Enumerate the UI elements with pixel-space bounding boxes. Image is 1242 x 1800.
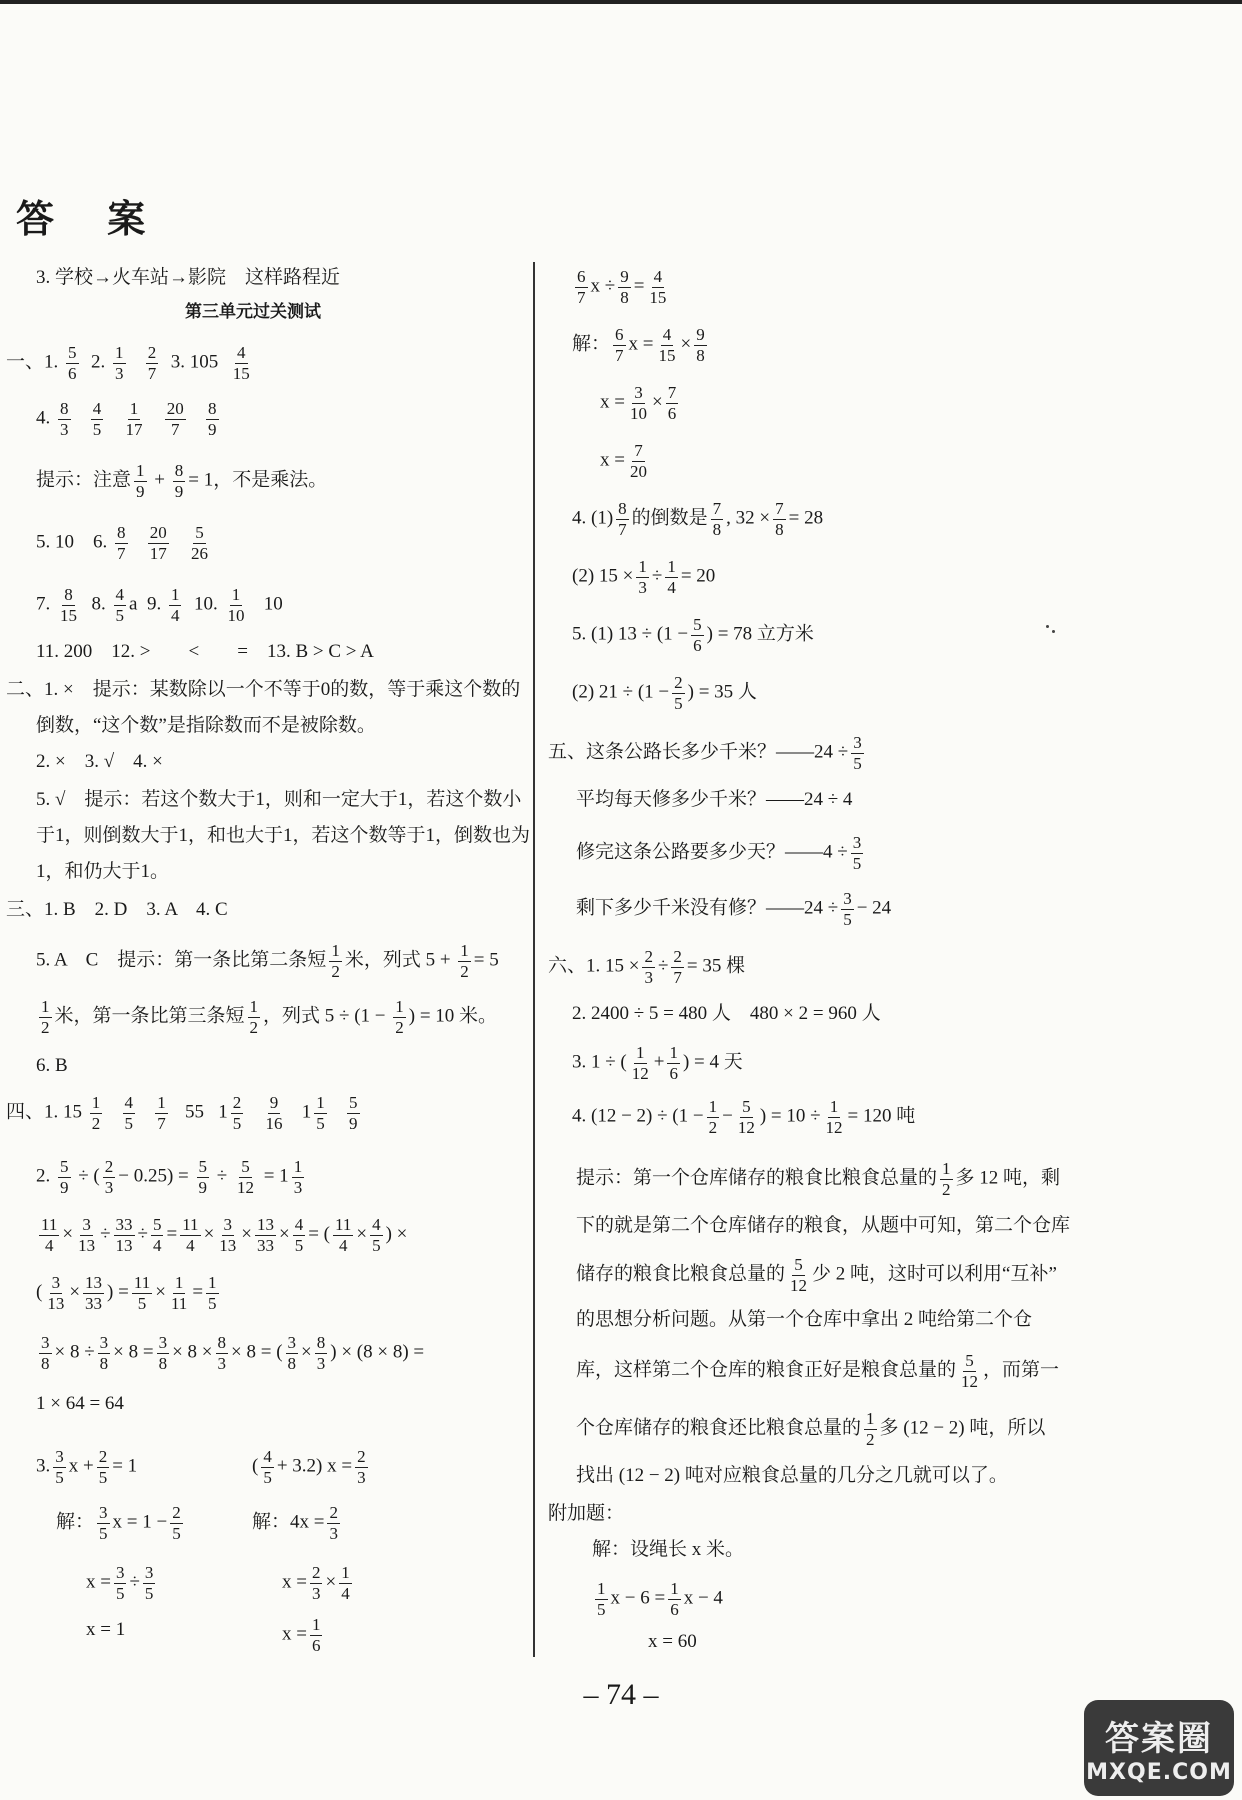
fraction: $\frac{3}{5}$ xyxy=(144,1563,154,1603)
fraction: $\frac{1}{5}$ xyxy=(208,1273,217,1313)
fraction: $\frac{1}{6}$ xyxy=(670,1579,679,1619)
fraction: $\frac{4}{5}$ xyxy=(263,1447,272,1487)
fraction: $\frac{3}{5}$ xyxy=(853,733,862,773)
part3-line4: 6. B xyxy=(36,1055,68,1076)
rc-p5-r2: 平均每天修多少千米？——24 ÷ 4 xyxy=(576,789,853,810)
fraction: $\frac{4}{5}$ xyxy=(115,585,124,625)
fraction: $\frac{1}{5}$ xyxy=(316,1093,325,1133)
rc-hint-l7: 找出 (12 − 2) 吨对应粮食总量的几分之几就可以了。 xyxy=(576,1465,1008,1486)
fraction: $\frac{4}{15}$ xyxy=(232,343,250,383)
part3-line1: 三、1. B 2. D 3. A 4. C xyxy=(6,899,228,920)
rc-p5-r4: 剩下多少千米没有修？——24 ÷ $\frac{3}{5}$ − 24 xyxy=(576,889,892,929)
fraction: $\frac{11}{4}$ xyxy=(182,1215,199,1255)
part1-row5: 7. $\frac{8}{15}$ 8. $\frac{4}{5}$ a 9. $\frac{1}{4}$ 10. $\frac{1}{10}$ 10 xyxy=(36,585,283,625)
page-number: – 74 – xyxy=(583,1678,659,1711)
fraction: $\frac{20}{7}$ xyxy=(166,399,184,439)
fraction: $\frac{1}{3}$ xyxy=(293,1157,303,1197)
fraction: $\frac{1}{4}$ xyxy=(170,585,180,625)
part4-row6: 1 × 64 = 64 xyxy=(36,1393,124,1414)
route-answer: 3. 学校→火车站→影院 这样路程近 xyxy=(36,267,341,288)
fraction: $\frac{5}{9}$ xyxy=(198,1157,208,1197)
eqB-line1: ( $\frac{4}{5}$ + 3.2) x = $\frac{2}{3}$ xyxy=(252,1447,366,1487)
scan-speck xyxy=(1046,625,1049,628)
fraction: $\frac{1}{2}$ xyxy=(708,1097,718,1137)
fraction: $\frac{9}{16}$ xyxy=(265,1093,283,1133)
rc-p6-r2: 2. 2400 ÷ 5 = 480 人 480 × 2 = 960 人 xyxy=(572,1003,881,1024)
part1-hint: 提示：注意 $\frac{1}{9}$ + $\frac{8}{9}$ = 1，不是乘法。 xyxy=(36,461,328,501)
rc-hint-l1: 提示：第一个仓库储存的粮食比粮食总量的 $\frac{1}{2}$ 多 12 吨，剩 xyxy=(576,1159,1061,1199)
rc-q4a: 4. (1) $\frac{8}{7}$ 的倒数是 $\frac{7}{8}$ , 32 × $\frac{7}{8}$ = 28 xyxy=(572,499,824,539)
fraction: $\frac{5}{26}$ xyxy=(191,523,209,563)
fraction: $\frac{5}{4}$ xyxy=(152,1215,162,1255)
rc-hint-l2: 下的就是第二个仓库储存的粮食，从题中可知，第二个仓库 xyxy=(576,1215,1071,1236)
fraction: $\frac{33}{13}$ xyxy=(115,1215,133,1255)
fraction: $\frac{5}{6}$ xyxy=(693,615,702,655)
fraction: $\frac{8}{7}$ xyxy=(618,499,627,539)
rc-p6-r1: 六、1. 15 × $\frac{2}{3}$ ÷ $\frac{2}{7}$ = 35 棵 xyxy=(548,947,746,987)
fraction: $\frac{7}{6}$ xyxy=(667,383,677,423)
fraction: $\frac{3}{13}$ xyxy=(47,1273,65,1313)
fraction: $\frac{1}{12}$ xyxy=(825,1097,843,1137)
rc-hint-l4: 的思想分析问题。从第一个仓库中拿出 2 吨给第二个仓 xyxy=(576,1309,1033,1330)
rc-p5-r1: 五、这条公路长多少千米？——24 ÷ $\frac{3}{5}$ xyxy=(548,733,862,773)
fraction: $\frac{1}{4}$ xyxy=(341,1563,350,1603)
fraction: $\frac{11}{5}$ xyxy=(133,1273,151,1313)
rc-step2: x = $\frac{3}{10}$ × $\frac{7}{6}$ xyxy=(600,383,677,423)
fraction: $\frac{2}{7}$ xyxy=(673,947,682,987)
part4-row1: 四、1. 15 $\frac{1}{2}$ $\frac{4}{5}$ $\frac{1}{7}$ 55 1 $\frac{2}{5}$ $\frac{9}{16}$ 1 $\frac{1}{5}$ $\frac{5}{9}$ xyxy=(6,1093,358,1133)
fraction: $\frac{1}{3}$ xyxy=(115,343,124,383)
part2-line4: 5. √ 提示：若这个数大于1，则和一定大于1，若这个数小 xyxy=(36,789,522,810)
eqB-line2: 解：4x = $\frac{2}{3}$ xyxy=(252,1503,338,1543)
fraction: $\frac{3}{8}$ xyxy=(41,1333,50,1373)
fraction: $\frac{7}{8}$ xyxy=(712,499,722,539)
fraction: $\frac{1}{17}$ xyxy=(125,399,143,439)
eqA-line1: 3. $\frac{3}{5}$ x + $\frac{2}{5}$ = 1 xyxy=(36,1447,138,1487)
fraction: $\frac{1}{11}$ xyxy=(170,1273,188,1313)
fraction: $\frac{1}{2}$ xyxy=(91,1093,101,1133)
rc-extra-l1: 解：设绳长 x 米。 xyxy=(592,1539,745,1560)
fraction: $\frac{8}{9}$ xyxy=(174,461,184,501)
fraction: $\frac{1}{3}$ xyxy=(638,557,647,597)
rc-p5-r3: 修完这条公路要多少天？——4 ÷ $\frac{3}{5}$ xyxy=(576,833,862,873)
fraction: $\frac{1}{2}$ xyxy=(460,941,469,981)
fraction: $\frac{4}{15}$ xyxy=(658,325,676,365)
rc-hint-l6: 个仓库储存的粮食还比粮食总量的 $\frac{1}{2}$ 多 (12 − 2) 吨，所以 xyxy=(576,1409,1046,1449)
rc-hint-l5: 库，这样第二个仓库的粮食正好是粮食总量的 $\frac{5}{12}$ ，而第一 xyxy=(576,1351,1060,1391)
rc-q5b: (2) 21 ÷ (1 − $\frac{2}{5}$ ) = 35 人 xyxy=(572,673,757,713)
eqA-line3: x = $\frac{3}{5}$ ÷ $\frac{3}{5}$ xyxy=(86,1563,154,1603)
fraction: $\frac{8}{3}$ xyxy=(316,1333,326,1373)
fraction: $\frac{6}{7}$ xyxy=(577,267,586,307)
fraction: $\frac{1}{4}$ xyxy=(667,557,676,597)
part3-line3: $\frac{1}{2}$ 米，第一条比第三条短 $\frac{1}{2}$ ，列式 5 ÷ (1 − $\frac{1}{2}$ ) = 10 米。 xyxy=(41,997,498,1037)
part1-row2: 4. $\frac{8}{3}$ $\frac{4}{5}$ $\frac{1}{17}$ $\frac{20}{7}$ $\frac{8}{9}$ xyxy=(36,399,217,439)
fraction: $\frac{3}{8}$ xyxy=(158,1333,168,1373)
fraction: $\frac{6}{7}$ xyxy=(615,325,624,365)
fraction: $\frac{4}{15}$ xyxy=(649,267,667,307)
rc-p6-r4: 4. (12 − 2) ÷ (1 − $\frac{1}{2}$ − $\frac{5}{12}$ ) = 10 ÷ $\frac{1}{12}$ = 120 吨 xyxy=(572,1097,916,1137)
fraction: $\frac{5}{6}$ xyxy=(68,343,77,383)
fraction: $\frac{3}{5}$ xyxy=(99,1503,108,1543)
fraction: $\frac{7}{8}$ xyxy=(775,499,784,539)
fraction: $\frac{3}{5}$ xyxy=(115,1563,125,1603)
fraction: $\frac{2}{3}$ xyxy=(104,1157,114,1197)
section-heading: 第三单元过关测试 xyxy=(185,302,321,322)
fraction: $\frac{11}{4}$ xyxy=(335,1215,352,1255)
fraction: $\frac{1}{2}$ xyxy=(331,941,340,981)
fraction: $\frac{5}{9}$ xyxy=(60,1157,69,1197)
part4-row4: ( $\frac{3}{13}$ × $\frac{13}{33}$ ) = $\frac{11}{5}$ × $\frac{1}{11}$ = $\frac{1}{5}$ xyxy=(36,1273,217,1313)
part1-row1: 一、1. $\frac{5}{6}$ 2. $\frac{1}{3}$ $\frac{2}{7}$ 3. 105 $\frac{4}{15}$ xyxy=(6,343,250,383)
fraction: $\frac{1}{2}$ xyxy=(41,997,50,1037)
part1-row6: 11. 200 12. > < = 13. B > C > A xyxy=(36,641,374,662)
part2-line6: 1，和仍大于1。 xyxy=(36,861,170,882)
fraction: $\frac{1}{10}$ xyxy=(227,585,245,625)
rc-q5a: 5. (1) 13 ÷ (1 − $\frac{5}{6}$ ) = 78 立方米 xyxy=(572,615,814,655)
fraction: $\frac{2}{5}$ xyxy=(98,1447,108,1487)
fraction: $\frac{2}{5}$ xyxy=(172,1503,181,1543)
fraction: $\frac{2}{3}$ xyxy=(644,947,653,987)
fraction: $\frac{3}{5}$ xyxy=(843,889,852,929)
rc-step3: x = $\frac{7}{20}$ xyxy=(600,441,647,481)
part4-row2: 2. $\frac{5}{9}$ ÷ ( $\frac{2}{3}$ − 0.25) = $\frac{5}{9}$ ÷ $\frac{5}{12}$ = 1 $\frac{1}{3}$ xyxy=(36,1157,303,1197)
rc-hint-l3: 储存的粮食比粮食总量的 $\frac{5}{12}$ 少 2 吨，这时可以利用“互补” xyxy=(576,1255,1057,1295)
fraction: $\frac{4}{5}$ xyxy=(124,1093,134,1133)
rc-extra-title: 附加题： xyxy=(548,1503,625,1524)
fraction: $\frac{3}{13}$ xyxy=(78,1215,96,1255)
part2-line2: 倒数，“这个数”是指除数而不是被除数。 xyxy=(36,715,376,736)
fraction: $\frac{1}{9}$ xyxy=(136,461,145,501)
fraction: $\frac{3}{10}$ xyxy=(629,383,647,423)
fraction: $\frac{2}{7}$ xyxy=(147,343,157,383)
rc-extra-l3: x = 60 xyxy=(648,1631,697,1652)
fraction: $\frac{9}{8}$ xyxy=(620,267,629,307)
fraction: $\frac{1}{2}$ xyxy=(395,997,404,1037)
fraction: $\frac{7}{20}$ xyxy=(629,441,647,481)
fraction: $\frac{1}{5}$ xyxy=(597,1579,606,1619)
fraction: $\frac{8}{3}$ xyxy=(217,1333,227,1373)
fraction: $\frac{4}{5}$ xyxy=(92,399,102,439)
rc-p6-r3: 3. 1 ÷ ( $\frac{1}{12}$ + $\frac{1}{6}$ ) = 4 天 xyxy=(572,1043,743,1083)
fraction: $\frac{2}{3}$ xyxy=(311,1563,321,1603)
part2-line3: 2. × 3. √ 4. × xyxy=(36,751,163,772)
part4-row5: $\frac{3}{8}$ × 8 ÷ $\frac{3}{8}$ × 8 = $\frac{3}{8}$ × 8 × $\frac{8}{3}$ × 8 = ( $\frac{3}{8}$ × $\frac{8}{3}$ ) × (8 × 8) = xyxy=(41,1333,425,1373)
fraction: $\frac{3}{5}$ xyxy=(55,1447,64,1487)
fraction: $\frac{2}{3}$ xyxy=(357,1447,366,1487)
fraction: $\frac{3}{5}$ xyxy=(852,833,862,873)
eqB-line4: x = $\frac{1}{6}$ xyxy=(282,1615,321,1655)
rc-eq: $\frac{6}{7}$ x ÷ $\frac{9}{8}$ = $\frac{4}{15}$ xyxy=(577,267,667,307)
eqA-line2: 解： $\frac{3}{5}$ x = 1 − $\frac{2}{5}$ xyxy=(56,1503,181,1543)
fraction: $\frac{9}{8}$ xyxy=(696,325,705,365)
rc-extra-l2: $\frac{1}{5}$ x − 6 = $\frac{1}{6}$ x − 4 xyxy=(597,1579,723,1619)
fraction: $\frac{1}{2}$ xyxy=(942,1159,951,1199)
fraction: $\frac{8}{15}$ xyxy=(60,585,77,625)
eqA-line4: x = 1 xyxy=(86,1619,126,1640)
part3-line2: 5. A C 提示：第一条比第二条短 $\frac{1}{2}$ 米，列式 5 + $\frac{1}{2}$ = 5 xyxy=(36,941,499,981)
page-top-edge xyxy=(0,0,1242,4)
part4-row3: $\frac{11}{4}$ × $\frac{3}{13}$ ÷ $\frac{33}{13}$ ÷ $\frac{5}{4}$ = $\frac{11}{4}$ × $\frac{3}{13}$ × $\frac{13}{33}$ × $\frac{4}{5}$ = ( $\frac{11}{4}$ × $\frac{4}{5}$ ) × xyxy=(41,1215,408,1255)
fraction: $\frac{1}{6}$ xyxy=(311,1615,321,1655)
fraction: $\frac{2}{5}$ xyxy=(232,1093,242,1133)
fraction: $\frac{13}{33}$ xyxy=(85,1273,103,1313)
fraction: $\frac{3}{13}$ xyxy=(219,1215,237,1255)
fraction: $\frac{13}{33}$ xyxy=(257,1215,274,1255)
fraction: $\frac{3}{8}$ xyxy=(287,1333,297,1373)
fraction: $\frac{5}{12}$ xyxy=(961,1351,979,1391)
fraction: $\frac{4}{5}$ xyxy=(372,1215,381,1255)
fraction: $\frac{1}{6}$ xyxy=(669,1043,678,1083)
fraction: $\frac{2}{3}$ xyxy=(329,1503,338,1543)
fraction: $\frac{5}{12}$ xyxy=(790,1255,808,1295)
eqB-line3: x = $\frac{2}{3}$ × $\frac{1}{4}$ xyxy=(282,1563,350,1603)
fraction: $\frac{8}{9}$ xyxy=(208,399,217,439)
fraction: $\frac{3}{8}$ xyxy=(99,1333,109,1373)
part2-line1: 二、1. × 提示：某数除以一个不等于0的数，等于乘这个数的 xyxy=(6,679,521,700)
fraction: $\frac{8}{7}$ xyxy=(117,523,126,563)
fraction: $\frac{4}{5}$ xyxy=(294,1215,304,1255)
fraction: $\frac{20}{17}$ xyxy=(149,523,167,563)
fraction: $\frac{1}{12}$ xyxy=(631,1043,649,1083)
page-title: 答 案 xyxy=(16,197,166,241)
fraction: $\frac{5}{12}$ xyxy=(737,1097,755,1137)
fraction: $\frac{11}{4}$ xyxy=(41,1215,58,1255)
fraction: $\frac{2}{5}$ xyxy=(674,673,683,713)
part2-line5: 于1，则倒数大于1，和也大于1，若这个数等于1，倒数也为 xyxy=(36,825,531,846)
part1-row4: 5. 10 6. $\frac{8}{7}$ $\frac{20}{17}$ $\frac{5}{26}$ xyxy=(36,523,209,563)
fraction: $\frac{8}{3}$ xyxy=(60,399,69,439)
column-divider xyxy=(533,262,535,1657)
scan-speck xyxy=(1052,630,1055,633)
rc-q4b: (2) 15 × $\frac{1}{3}$ ÷ $\frac{1}{4}$ = 20 xyxy=(572,557,716,597)
fraction: $\frac{1}{2}$ xyxy=(249,997,259,1037)
fraction: $\frac{5}{9}$ xyxy=(349,1093,358,1133)
fraction: $\frac{1}{2}$ xyxy=(866,1409,875,1449)
rc-step1: 解： $\frac{6}{7}$ x = $\frac{4}{15}$ × $\frac{9}{8}$ xyxy=(572,325,705,365)
fraction: $\frac{5}{12}$ xyxy=(236,1157,254,1197)
watermark-logo: 答案圈 MXQE.COM xyxy=(1084,1700,1234,1796)
fraction: $\frac{1}{7}$ xyxy=(157,1093,166,1133)
